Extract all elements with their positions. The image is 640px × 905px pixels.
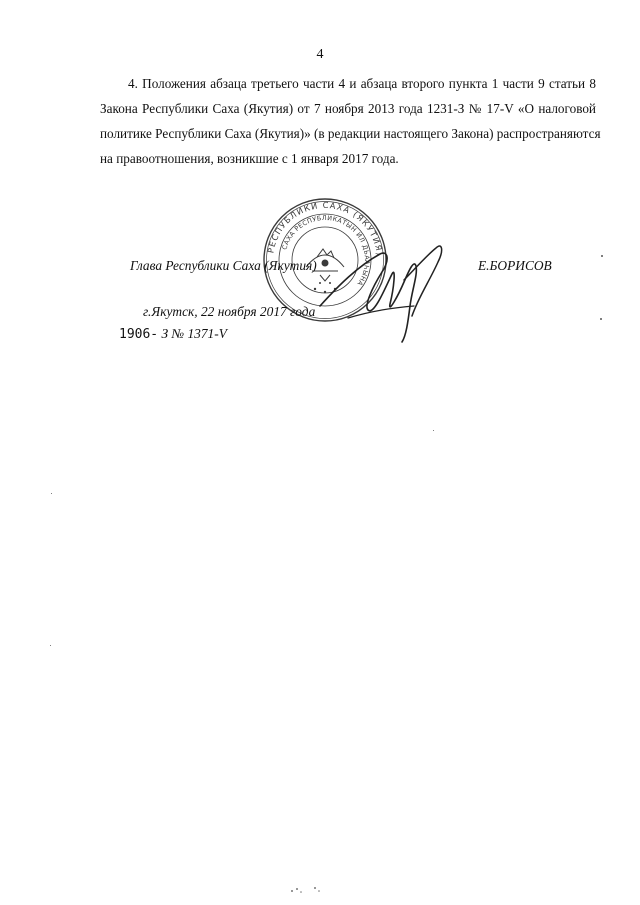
seal-outer-text: РЕСПУБЛИКИ САХА (ЯКУТИЯ) <box>265 199 385 257</box>
registration-number <box>119 326 227 342</box>
scan-speck <box>601 255 603 257</box>
place-and-date: г.Якутск, 22 ноября 2017 года <box>143 304 316 319</box>
law-paragraph <box>100 71 601 171</box>
page-number: 4 <box>316 47 324 62</box>
paragraph-line: Закона Республики Саха (Якутия) от 7 ноября 2013 года 1231-З № 17-V «О налоговой <box>100 101 596 116</box>
scan-speck <box>50 645 51 646</box>
handwritten-signature <box>318 226 448 346</box>
seal-inner-text: САХА РЕСПУБЛИКАТЫН ИЛ ДЬААҺЫНА <box>280 213 372 288</box>
paragraph-line: 4. Положения абзаца третьего части 4 и абзаца второго пункта 1 части 9 статьи 8 <box>128 76 596 91</box>
signatory-name: Е.БОРИСОВ <box>478 258 552 273</box>
paragraph-line: на правоотношения, возникшие с 1 января 2017 года. <box>100 151 399 166</box>
scan-artifact-mark <box>288 884 328 896</box>
scan-speck <box>600 318 602 320</box>
registration-prefix: 1906- <box>119 327 159 342</box>
scan-speck <box>433 430 434 431</box>
registration-suffix: З № 1371-V <box>161 326 227 341</box>
signatory-position: Глава Республики Саха (Якутия) <box>130 258 317 273</box>
paragraph-line: политике Республики Саха (Якутия)» (в редакции настоящего Закона) распространяются <box>100 126 601 141</box>
scan-speck <box>51 493 52 494</box>
